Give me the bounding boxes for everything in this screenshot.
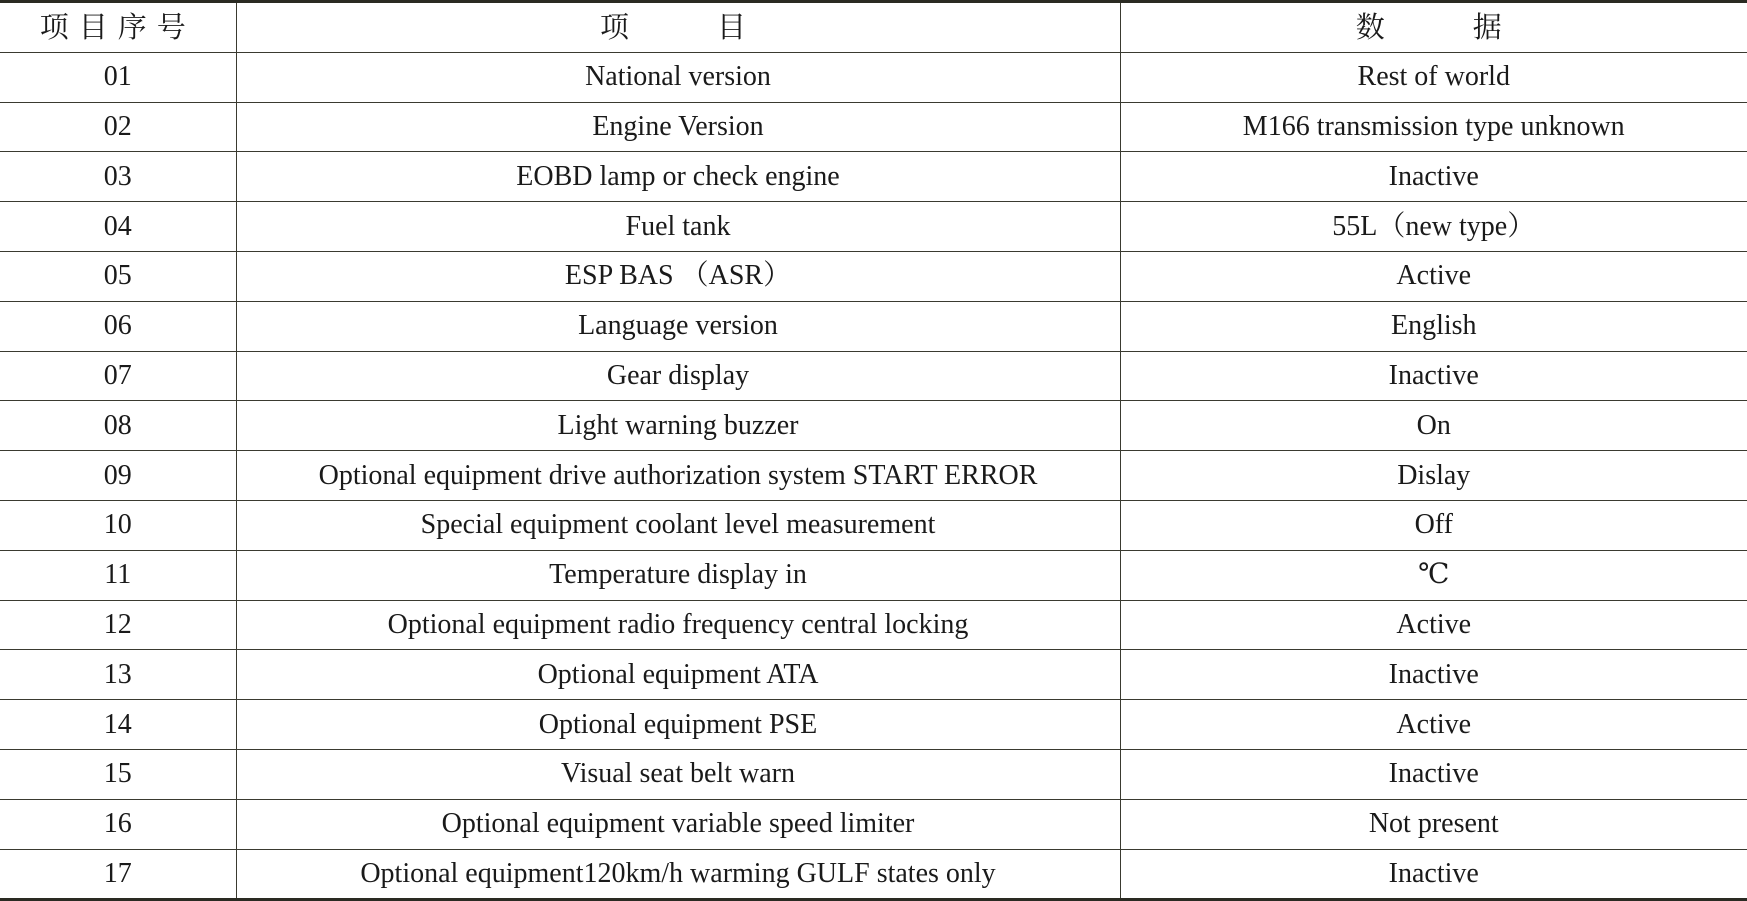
cell-number: 10 bbox=[0, 500, 236, 550]
cell-item: Visual seat belt warn bbox=[236, 749, 1120, 799]
table-row bbox=[0, 500, 1747, 550]
table-row bbox=[0, 251, 1747, 301]
table-row bbox=[0, 451, 1747, 501]
cell-value: Not present bbox=[1120, 799, 1747, 849]
cell-number: 14 bbox=[0, 700, 236, 750]
cell-item: Optional equipment variable speed limiter bbox=[236, 799, 1120, 849]
cell-number: 04 bbox=[0, 202, 236, 252]
table-row bbox=[0, 301, 1747, 351]
table-row bbox=[0, 102, 1747, 152]
cell-item: Temperature display in bbox=[236, 550, 1120, 600]
cell-value: Off bbox=[1120, 500, 1747, 550]
table-row bbox=[0, 52, 1747, 102]
cell-value: On bbox=[1120, 401, 1747, 451]
table-row bbox=[0, 401, 1747, 451]
cell-item: Optional equipment PSE bbox=[236, 700, 1120, 750]
cell-value: Inactive bbox=[1120, 849, 1747, 900]
header-item-number: 项目序号 bbox=[0, 2, 236, 53]
table-row bbox=[0, 550, 1747, 600]
cell-value: English bbox=[1120, 301, 1747, 351]
cell-item: Special equipment coolant level measurement bbox=[236, 500, 1120, 550]
cell-number: 07 bbox=[0, 351, 236, 401]
table-row bbox=[0, 600, 1747, 650]
table-row bbox=[0, 799, 1747, 849]
cell-item: Optional equipment120km/h warming GULF states only bbox=[236, 849, 1120, 900]
cell-number: 01 bbox=[0, 52, 236, 102]
cell-item: Optional equipment ATA bbox=[236, 650, 1120, 700]
cell-item: ESP BAS （ASR） bbox=[236, 251, 1120, 301]
cell-item: National version bbox=[236, 52, 1120, 102]
cell-value: Dislay bbox=[1120, 451, 1747, 501]
table-row bbox=[0, 351, 1747, 401]
header-row bbox=[0, 2, 1747, 53]
cell-item: Gear display bbox=[236, 351, 1120, 401]
cell-value: M166 transmission type unknown bbox=[1120, 102, 1747, 152]
cell-number: 15 bbox=[0, 749, 236, 799]
header-data: 数 据 bbox=[1120, 2, 1747, 53]
cell-item: Optional equipment drive authorization system START ERROR bbox=[236, 451, 1120, 501]
cell-value: Inactive bbox=[1120, 152, 1747, 202]
cell-number: 13 bbox=[0, 650, 236, 700]
table-row bbox=[0, 849, 1747, 900]
cell-value: Rest of world bbox=[1120, 52, 1747, 102]
cell-number: 09 bbox=[0, 451, 236, 501]
table-row bbox=[0, 152, 1747, 202]
cell-number: 08 bbox=[0, 401, 236, 451]
cell-number: 05 bbox=[0, 251, 236, 301]
cell-item: Optional equipment radio frequency central locking bbox=[236, 600, 1120, 650]
cell-number: 12 bbox=[0, 600, 236, 650]
cell-item: Fuel tank bbox=[236, 202, 1120, 252]
cell-value: ℃ bbox=[1120, 550, 1747, 600]
cell-item: EOBD lamp or check engine bbox=[236, 152, 1120, 202]
table-row bbox=[0, 650, 1747, 700]
cell-value: Inactive bbox=[1120, 749, 1747, 799]
cell-value: Active bbox=[1120, 600, 1747, 650]
cell-value: Active bbox=[1120, 251, 1747, 301]
cell-value: Inactive bbox=[1120, 351, 1747, 401]
cell-value: Inactive bbox=[1120, 650, 1747, 700]
table-row bbox=[0, 700, 1747, 750]
cell-number: 03 bbox=[0, 152, 236, 202]
cell-item: Engine Version bbox=[236, 102, 1120, 152]
cell-value: Active bbox=[1120, 700, 1747, 750]
cell-number: 06 bbox=[0, 301, 236, 351]
table-row bbox=[0, 202, 1747, 252]
cell-item: Light warning buzzer bbox=[236, 401, 1120, 451]
cell-number: 17 bbox=[0, 849, 236, 900]
cell-number: 02 bbox=[0, 102, 236, 152]
header-item: 项 目 bbox=[236, 2, 1120, 53]
table-row bbox=[0, 749, 1747, 799]
cell-value: 55L（new type） bbox=[1120, 202, 1747, 252]
cell-number: 16 bbox=[0, 799, 236, 849]
cell-number: 11 bbox=[0, 550, 236, 600]
cell-item: Language version bbox=[236, 301, 1120, 351]
